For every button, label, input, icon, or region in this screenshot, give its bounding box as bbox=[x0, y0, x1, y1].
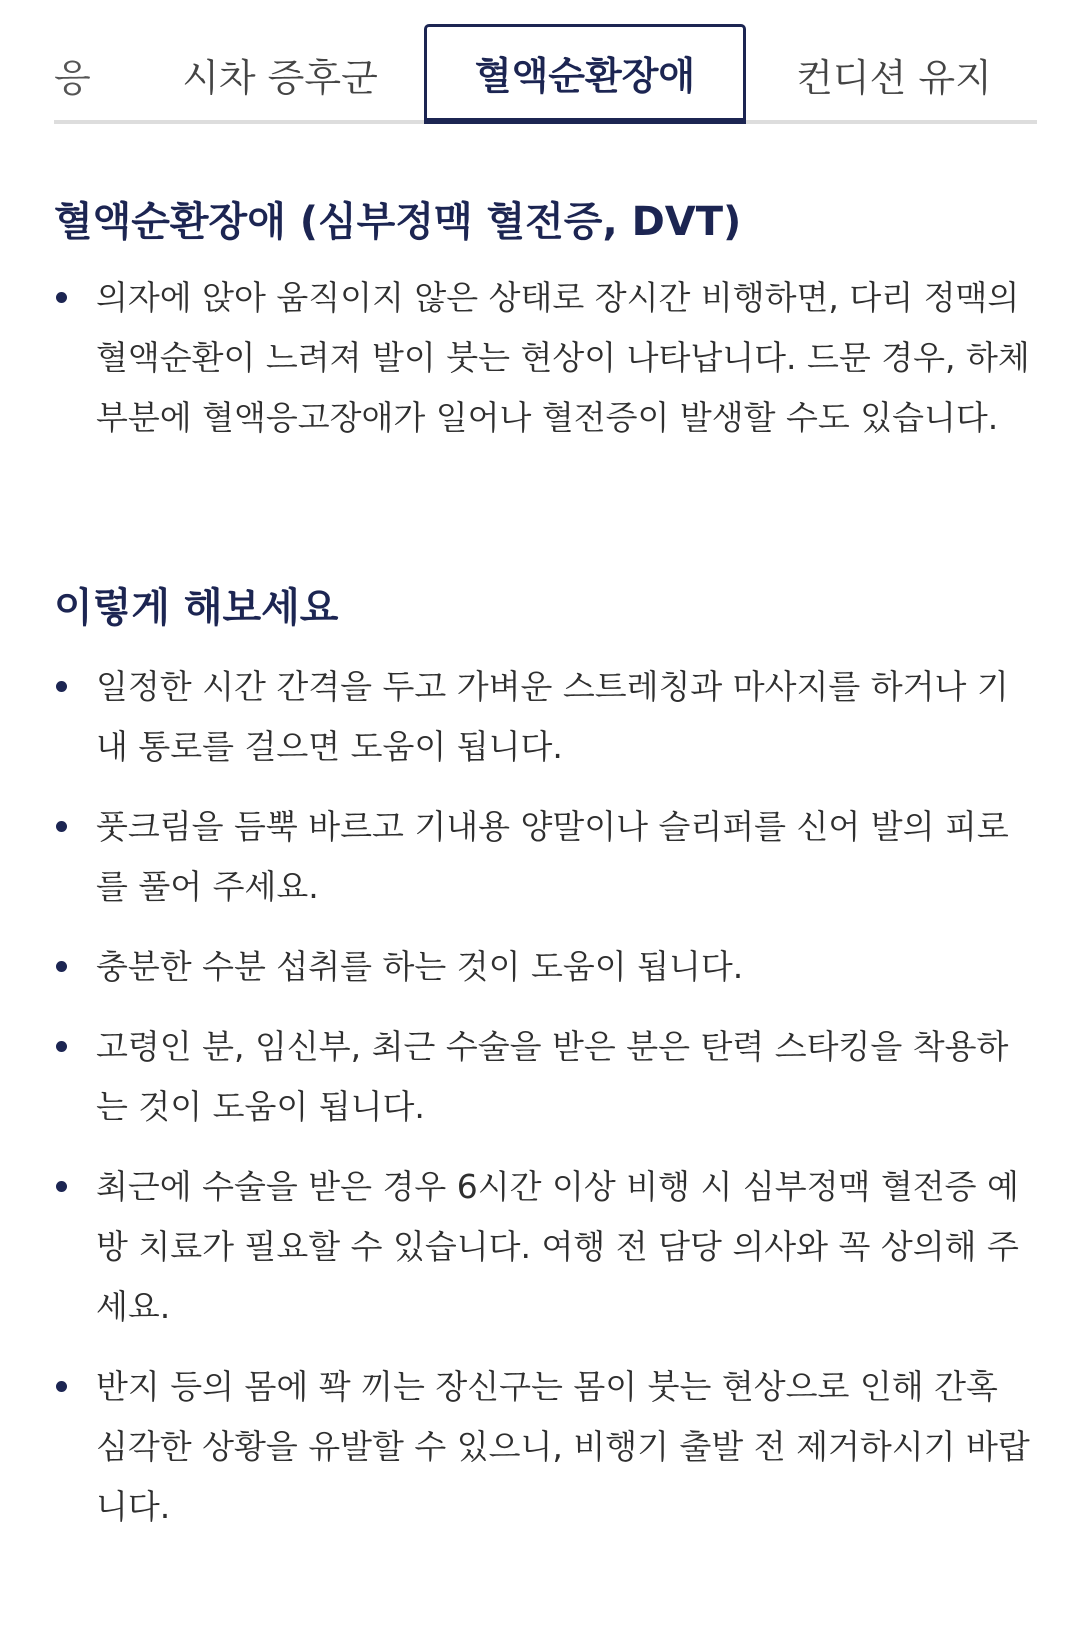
bullet-icon bbox=[56, 1381, 67, 1392]
list-item bbox=[54, 1157, 1039, 1337]
list-item bbox=[54, 1017, 1039, 1137]
list-item bbox=[54, 657, 1039, 777]
bullet-icon bbox=[56, 821, 67, 832]
bullet-icon bbox=[56, 961, 67, 972]
list-item bbox=[54, 797, 1039, 917]
list-item-text: 반지 등의 몸에 꽉 끼는 장신구는 몸이 붓는 현상으로 인해 간혹 심각한 상황을 유발할 수 있으니, 비행기 출발 전 제거하시기 바랍니다. bbox=[96, 1367, 1030, 1526]
bullet-icon bbox=[56, 1181, 67, 1192]
bullet-icon bbox=[56, 681, 67, 692]
list-item-text: 의자에 앉아 움직이지 않은 상태로 장시간 비행하면, 다리 정맥의 혈액순환이 느려져 발이 붓는 현상이 나타납니다. 드문 경우, 하체 부분에 혈액응고장애가 일어나 혈전증이 발생할 수도 있습니다. bbox=[96, 278, 1030, 437]
list-item-text: 충분한 수분 섭취를 하는 것이 도움이 됩니다. bbox=[96, 947, 744, 986]
tab-condition-care[interactable]: 컨디션 유지 bbox=[796, 55, 992, 100]
section-title-tips: 이렇게 해보세요 bbox=[54, 585, 339, 631]
bullet-icon bbox=[56, 292, 67, 303]
tab-previous[interactable]: 응 bbox=[54, 55, 91, 100]
list-item-text: 최근에 수술을 받은 경우 6시간 이상 비행 시 심부정맥 혈전증 예방 치료가 필요할 수 있습니다. 여행 전 담당 의사와 꼭 상의해 주세요. bbox=[96, 1167, 1019, 1326]
list-item bbox=[54, 1357, 1039, 1537]
circulation-description-list bbox=[54, 268, 1039, 448]
tips-list bbox=[54, 657, 1039, 1557]
list-item bbox=[54, 268, 1039, 448]
bullet-icon bbox=[56, 1041, 67, 1052]
tab-circulation-disorder[interactable]: 혈액순환장애 bbox=[424, 24, 746, 124]
list-item-text: 풋크림을 듬뿍 바르고 기내용 양말이나 슬리퍼를 신어 발의 피로를 풀어 주세요. bbox=[96, 807, 1009, 906]
section-title-circulation: 혈액순환장애 (심부정맥 혈전증, DVT) bbox=[54, 199, 742, 245]
list-item-text: 일정한 시간 간격을 두고 가벼운 스트레칭과 마사지를 하거나 기내 통로를 걸으면 도움이 됩니다. bbox=[96, 667, 1009, 766]
list-item bbox=[54, 937, 1039, 997]
list-item-text: 고령인 분, 임신부, 최근 수술을 받은 분은 탄력 스타킹을 착용하는 것이 도움이 됩니다. bbox=[96, 1027, 1009, 1126]
tab-jet-lag[interactable]: 시차 증후군 bbox=[182, 55, 378, 100]
tab-bar bbox=[54, 24, 1037, 124]
